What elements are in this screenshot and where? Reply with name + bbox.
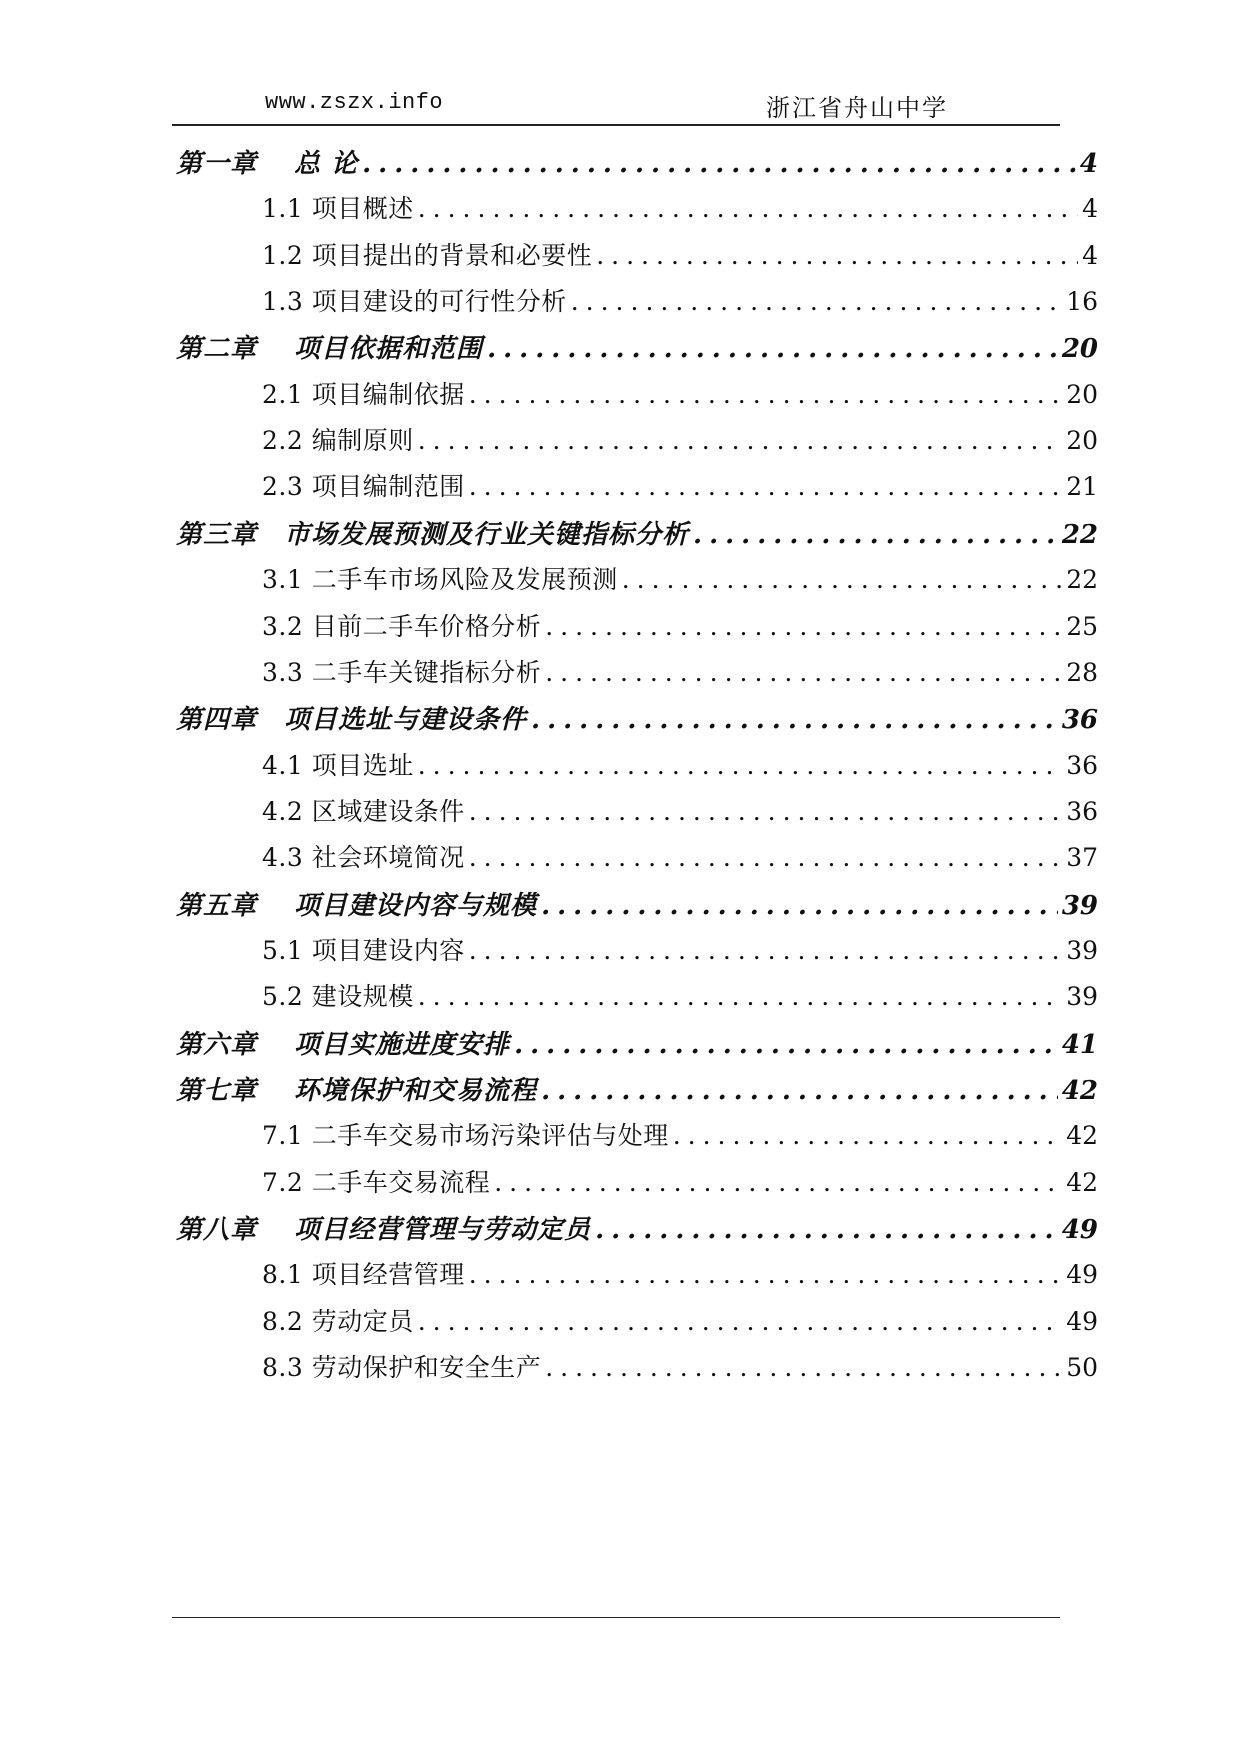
toc-chapter-entry[interactable] [176, 1070, 1098, 1110]
toc-dot-leader [418, 426, 1062, 455]
toc-entry-title: 第六章 项目实施进度安排 [176, 1029, 511, 1060]
toc-page-number: 42 [1066, 1121, 1098, 1151]
toc-page-number: 28 [1066, 657, 1098, 687]
toc-chapter-entry[interactable] [176, 328, 1098, 368]
toc-section-entry[interactable] [262, 467, 1098, 507]
toc-page-number: 4 [1082, 194, 1098, 224]
toc-page-number: 41 [1061, 1029, 1098, 1060]
toc-section-entry[interactable] [262, 1348, 1098, 1388]
toc-dot-leader [514, 1030, 1058, 1060]
toc-page-number: 20 [1066, 379, 1098, 409]
toc-page-number: 20 [1066, 426, 1098, 456]
toc-dot-leader [469, 936, 1062, 965]
toc-entry-title: 5.2 建设规模 [262, 982, 414, 1012]
toc-entry-title: 1.1 项目概述 [262, 194, 414, 224]
toc-entry-title: 3.2 目前二手车价格分析 [262, 611, 542, 641]
toc-page-number: 37 [1066, 843, 1098, 873]
toc-chapter-entry[interactable] [176, 885, 1098, 925]
toc-section-entry[interactable] [262, 931, 1098, 971]
toc-page-number: 39 [1066, 982, 1098, 1012]
toc-page-number: 36 [1061, 705, 1098, 736]
toc-section-entry[interactable] [262, 1163, 1098, 1203]
toc-dot-leader [494, 1168, 1062, 1197]
toc-section-entry[interactable] [262, 653, 1098, 693]
toc-entry-title: 1.2 项目提出的背景和必要性 [262, 240, 593, 270]
toc-entry-title: 7.2 二手车交易流程 [262, 1167, 491, 1197]
toc-section-entry[interactable] [262, 189, 1098, 229]
toc-page-number: 49 [1066, 1306, 1098, 1336]
toc-dot-leader [693, 520, 1058, 550]
toc-entry-title: 3.3 二手车关键指标分析 [262, 657, 542, 687]
toc-dot-leader [595, 1215, 1058, 1245]
toc-entry-title: 8.2 劳动定员 [262, 1306, 414, 1336]
toc-section-entry[interactable] [262, 1302, 1098, 1342]
toc-page-number: 4 [1079, 149, 1098, 179]
toc-section-entry[interactable] [262, 1255, 1098, 1295]
toc-section-entry[interactable] [262, 746, 1098, 786]
toc-entry-title: 4.1 项目选址 [262, 750, 414, 780]
toc-dot-leader [545, 1353, 1062, 1382]
toc-dot-leader [469, 380, 1062, 409]
toc-page-number: 20 [1061, 334, 1098, 365]
toc-page-number: 49 [1066, 1260, 1098, 1290]
toc-page-number: 22 [1061, 519, 1098, 550]
toc-chapter-entry[interactable] [176, 1024, 1098, 1064]
toc-dot-leader [418, 1307, 1062, 1336]
toc-entry-title: 2.1 项目编制依据 [262, 379, 465, 409]
toc-entry-title: 8.3 劳动保护和安全生产 [262, 1353, 542, 1383]
toc-dot-leader [545, 612, 1062, 641]
toc-dot-leader [469, 472, 1062, 501]
toc-entry-title: 7.1 二手车交易市场污染评估与处理 [262, 1121, 669, 1151]
footer-rule [172, 1617, 1060, 1618]
toc-dot-leader [418, 982, 1062, 1011]
toc-page-number: 36 [1066, 750, 1098, 780]
toc-dot-leader [541, 891, 1058, 921]
toc-chapter-entry[interactable] [176, 143, 1098, 183]
toc-dot-leader [622, 565, 1062, 594]
toc-page-number: 25 [1066, 611, 1098, 641]
toc-dot-leader [418, 751, 1062, 780]
toc-dot-leader [596, 241, 1078, 270]
toc-dot-leader [469, 1260, 1062, 1289]
toc-section-entry[interactable] [262, 977, 1098, 1017]
toc-page-number: 49 [1061, 1215, 1098, 1245]
toc-dot-leader [469, 797, 1062, 826]
toc-section-entry[interactable] [262, 607, 1098, 647]
toc-entry-title: 1.3 项目建设的可行性分析 [262, 287, 567, 317]
toc-entry-title: 4.2 区域建设条件 [262, 796, 465, 826]
toc-entry-title: 2.3 项目编制范围 [262, 472, 465, 502]
header-website: www.zszx.info [265, 90, 444, 115]
toc-chapter-entry[interactable] [176, 699, 1098, 739]
toc-page-number: 36 [1066, 796, 1098, 826]
toc-page-number: 39 [1061, 890, 1098, 921]
toc-entry-title: 第三章 市场发展预测及行业关键指标分析 [176, 519, 690, 550]
toc-entry-title: 第八章 项目经营管理与劳动定员 [176, 1215, 592, 1245]
toc-section-entry[interactable] [262, 838, 1098, 878]
toc-entry-title: 第七章 环境保护和交易流程 [176, 1076, 538, 1106]
toc-entry-title: 4.3 社会环境简况 [262, 843, 465, 873]
toc-section-entry[interactable] [262, 375, 1098, 415]
header-rule [172, 124, 1060, 126]
toc-dot-leader [418, 194, 1078, 223]
toc-section-entry[interactable] [262, 236, 1098, 276]
toc-page-number: 42 [1066, 1167, 1098, 1197]
toc-page-number: 50 [1066, 1353, 1098, 1383]
toc-dot-leader [362, 149, 1076, 179]
toc-dot-leader [531, 705, 1058, 735]
toc-section-entry[interactable] [262, 421, 1098, 461]
toc-entry-title: 第五章 项目建设内容与规模 [176, 890, 538, 921]
header-school-name: 浙江省舟山中学 [766, 94, 948, 122]
toc-dot-leader [487, 334, 1058, 364]
toc-entry-title: 2.2 编制原则 [262, 426, 414, 456]
toc-page-number: 42 [1061, 1076, 1098, 1106]
toc-page-number: 21 [1066, 472, 1098, 502]
toc-entry-title: 8.1 项目经营管理 [262, 1260, 465, 1290]
toc-chapter-entry[interactable] [176, 514, 1098, 554]
toc-section-entry[interactable] [262, 560, 1098, 600]
toc-page-number: 39 [1066, 936, 1098, 965]
toc-page-number: 16 [1066, 287, 1098, 317]
toc-section-entry[interactable] [262, 1116, 1098, 1156]
toc-entry-title: 第一章 总 论 [176, 149, 359, 179]
toc-chapter-entry[interactable] [176, 1209, 1098, 1249]
toc-dot-leader [571, 287, 1062, 316]
toc-dot-leader [545, 658, 1062, 687]
toc-dot-leader [673, 1121, 1062, 1150]
toc-section-entry[interactable] [262, 792, 1098, 832]
toc-entry-title: 第四章 项目选址与建设条件 [176, 705, 528, 736]
toc-page-number: 4 [1082, 240, 1098, 270]
toc-page-number: 22 [1066, 565, 1098, 595]
toc-dot-leader [469, 843, 1062, 872]
toc-entry-title: 第二章 项目依据和范围 [176, 334, 484, 365]
toc-dot-leader [541, 1076, 1058, 1106]
toc-section-entry[interactable] [262, 282, 1098, 322]
toc-entry-title: 3.1 二手车市场风险及发展预测 [262, 565, 618, 595]
toc-entry-title: 5.1 项目建设内容 [262, 936, 465, 965]
